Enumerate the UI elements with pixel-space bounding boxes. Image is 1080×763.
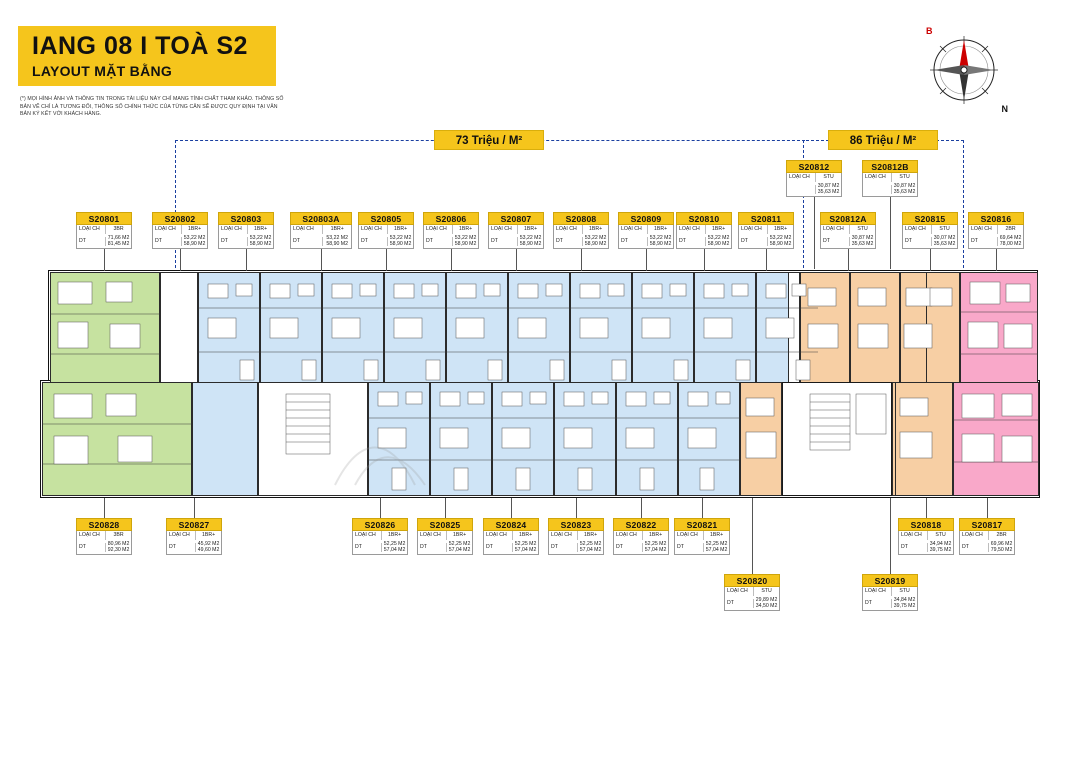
unit-area-key: DT — [167, 543, 196, 552]
unit-area-1: 53,22 M2 — [389, 234, 412, 241]
unit-type-value: 1BR+ — [710, 532, 724, 538]
leader-line — [814, 197, 815, 269]
unit-type-value: 1BR+ — [254, 226, 268, 232]
floorplan-drawing — [40, 268, 1040, 498]
unit-area-key: DT — [291, 237, 323, 246]
leader-line — [890, 197, 891, 269]
unit-tag-S20801[interactable] — [76, 212, 132, 249]
unit-tag-S20820[interactable] — [724, 574, 780, 611]
unit-type-value: STU — [899, 588, 910, 594]
unit-area-2: 58,90 M2 — [649, 241, 672, 247]
unit-type-value: 1BR+ — [524, 226, 538, 232]
leader-line — [104, 498, 105, 518]
unit-code: S20812 — [786, 160, 842, 173]
leader-line — [926, 498, 927, 518]
unit-tag-S20802[interactable] — [152, 212, 208, 249]
unit-tag-S20819[interactable] — [862, 574, 918, 611]
title-block — [18, 26, 276, 86]
unit-area-2: 35,63 M2 — [851, 241, 874, 247]
unit-area-key: DT — [899, 543, 928, 552]
unit-area-1: 30,87 M2 — [817, 182, 840, 189]
unit-tag-S20803A[interactable] — [290, 212, 352, 249]
unit-area-key — [787, 185, 816, 194]
unit-code: S20807 — [488, 212, 544, 225]
leader-line — [180, 249, 181, 271]
unit-area-2: 58,90 M2 — [326, 241, 349, 247]
unit-area-2: 39,75 M2 — [893, 603, 916, 609]
unit-tag-S20803[interactable] — [218, 212, 274, 249]
unit-type-value: 2BR — [996, 532, 1007, 538]
leader-line — [386, 249, 387, 271]
unit-type-key: LOẠI CH — [725, 587, 754, 596]
unit-area-1: 53,22 M2 — [454, 234, 477, 241]
unit-code: S20802 — [152, 212, 208, 225]
unit-code: S20801 — [76, 212, 132, 225]
unit-area-key: DT — [77, 237, 106, 246]
unit-area-2: 58,90 M2 — [249, 241, 272, 247]
unit-type-key: LOẠI CH — [167, 531, 196, 540]
unit-area-2: 58,90 M2 — [454, 241, 477, 247]
leader-line — [511, 498, 512, 518]
unit-tag-S20818[interactable] — [898, 518, 954, 555]
unit-type-value: STU — [857, 226, 868, 232]
unit-tag-S20808[interactable] — [553, 212, 609, 249]
unit-code: S20805 — [358, 212, 414, 225]
unit-type-key: LOẠI CH — [969, 225, 998, 234]
unit-area-1: 52,25 M2 — [644, 540, 667, 547]
unit-type-key: LOẠI CH — [619, 225, 648, 234]
unit-type-value: STU — [823, 174, 834, 180]
unit-type-value: STU — [939, 226, 950, 232]
unit-type-key: LOẠI CH — [219, 225, 248, 234]
leader-line — [646, 249, 647, 271]
unit-area-1: 53,22 M2 — [707, 234, 730, 241]
leader-line — [576, 498, 577, 518]
leader-line — [987, 498, 988, 518]
unit-code: S20823 — [548, 518, 604, 531]
unit-area-1: 52,25 M2 — [514, 540, 537, 547]
unit-type-key: LOẠI CH — [291, 225, 323, 234]
unit-type-value: 1BR+ — [584, 532, 598, 538]
unit-code: S20803A — [290, 212, 352, 225]
unit-type-value: 1BR+ — [453, 532, 467, 538]
unit-area-1: 34,84 M2 — [893, 596, 916, 603]
leader-line — [766, 249, 767, 271]
unit-type-value: STU — [935, 532, 946, 538]
unit-area-2: 57,04 M2 — [579, 547, 602, 553]
unit-area-2: 57,04 M2 — [514, 547, 537, 553]
unit-area-key: DT — [219, 237, 248, 246]
unit-area-key: DT — [903, 237, 932, 246]
unit-code: S20803 — [218, 212, 274, 225]
unit-code: S20809 — [618, 212, 674, 225]
unit-tag-S20809[interactable] — [618, 212, 674, 249]
unit-type-value: 1BR+ — [459, 226, 473, 232]
unit-area-key: DT — [675, 543, 704, 552]
unit-area-key: DT — [549, 543, 578, 552]
unit-type-value: 1BR+ — [589, 226, 603, 232]
unit-type-value: 1BR+ — [654, 226, 668, 232]
unit-type-value: 2BR — [1005, 226, 1016, 232]
unit-type-key: LOẠI CH — [153, 225, 182, 234]
unit-type-key: LOẠI CH — [484, 531, 513, 540]
unit-code: S20810 — [676, 212, 732, 225]
unit-area-2: 58,90 M2 — [584, 241, 607, 247]
unit-code: S20818 — [898, 518, 954, 531]
unit-tag-S20821[interactable] — [674, 518, 730, 555]
unit-type-key: LOẠI CH — [675, 531, 704, 540]
unit-type-key: LOẠI CH — [549, 531, 578, 540]
unit-area-1: 53,22 M2 — [584, 234, 607, 241]
unit-type-value: 1BR+ — [388, 532, 402, 538]
unit-area-2: 57,04 M2 — [383, 547, 406, 553]
unit-type-value: 1BR+ — [394, 226, 408, 232]
leader-line — [641, 498, 642, 518]
unit-tag-S20815[interactable] — [902, 212, 958, 249]
leader-line — [704, 249, 705, 271]
unit-type-value: 1BR+ — [774, 226, 788, 232]
unit-area-2: 81,45 M2 — [107, 241, 130, 247]
unit-type-key: LOẠI CH — [353, 531, 382, 540]
unit-type-key: LOẠI CH — [77, 225, 106, 234]
leader-line — [321, 249, 322, 271]
price-guide-drop-right — [963, 140, 964, 268]
unit-area-1: 52,25 M2 — [579, 540, 602, 547]
unit-code: S20824 — [483, 518, 539, 531]
page-subtitle: LAYOUT MẶT BẰNG — [32, 62, 173, 79]
unit-tag-S20812[interactable] — [786, 160, 842, 197]
unit-tag-S20824[interactable] — [483, 518, 539, 555]
unit-type-value: 1BR+ — [519, 532, 533, 538]
unit-code: S20815 — [902, 212, 958, 225]
unit-tag-S20817[interactable] — [959, 518, 1015, 555]
unit-area-key: DT — [614, 543, 643, 552]
unit-area-2: 58,90 M2 — [389, 241, 412, 247]
unit-code: S20819 — [862, 574, 918, 587]
unit-type-value: 1BR+ — [649, 532, 663, 538]
leader-line — [445, 498, 446, 518]
unit-type-key: LOẠI CH — [614, 531, 643, 540]
unit-area-key: DT — [960, 543, 989, 552]
unit-area-2: 57,04 M2 — [448, 547, 471, 553]
unit-tag-S20806[interactable] — [423, 212, 479, 249]
leader-line — [930, 249, 931, 271]
leader-line — [996, 249, 997, 271]
unit-area-2: 49,60 M2 — [197, 547, 220, 553]
unit-area-1: 69,96 M2 — [990, 540, 1013, 547]
unit-area-2: 78,00 M2 — [999, 241, 1022, 247]
unit-area-1: 53,22 M2 — [249, 234, 272, 241]
disclaimer-text: (*) MỌI HÌNH ẢNH VÀ THÔNG TIN TRONG TÀI LIỆU NÀY CHỈ MANG TÍNH CHẤT THAM KHẢO. THÔNG SỐ BẢN VẼ CHỈ LÀ TƯƠNG ĐỐI, THÔNG SỐ CHÍNH THỨC CỦA TỪNG CĂN SẼ ĐƯỢC QUY ĐỊNH TẠI VĂN BẢN KÝ KẾT VỚI KHÁCH HÀNG. — [20, 96, 284, 118]
leader-line — [890, 498, 891, 574]
unit-tag-S20811[interactable] — [738, 212, 794, 249]
unit-area-2: 58,90 M2 — [183, 241, 206, 247]
unit-type-key: LOẠI CH — [739, 225, 768, 234]
unit-area-key: DT — [677, 237, 706, 246]
price-banner-86: 86 Triệu / M² — [828, 130, 938, 150]
unit-area-1: 53,22 M2 — [326, 234, 349, 241]
unit-area-1: 30,87 M2 — [893, 182, 916, 189]
unit-code: S20812B — [862, 160, 918, 173]
unit-type-value: STU — [761, 588, 772, 594]
leader-line — [581, 249, 582, 271]
compass-icon — [922, 28, 1006, 112]
unit-area-1: 30,07 M2 — [933, 234, 956, 241]
unit-type-key: LOẠI CH — [899, 531, 928, 540]
unit-area-1: 34,94 M2 — [929, 540, 952, 547]
unit-area-key: DT — [969, 237, 998, 246]
unit-area-key: DT — [739, 237, 768, 246]
unit-type-value: STU — [899, 174, 910, 180]
price-banner-73: 73 Triệu / M² — [434, 130, 544, 150]
unit-area-key: DT — [554, 237, 583, 246]
unit-tag-S20822[interactable] — [613, 518, 669, 555]
floorplan-detail-overlay — [40, 268, 1040, 498]
unit-code: S20825 — [417, 518, 473, 531]
unit-area-1: 52,25 M2 — [705, 540, 728, 547]
leader-line — [194, 498, 195, 518]
unit-tag-S20827[interactable] — [166, 518, 222, 555]
unit-area-2: 57,04 M2 — [644, 547, 667, 553]
unit-area-1: 30,87 M2 — [851, 234, 874, 241]
unit-tag-S20825[interactable] — [417, 518, 473, 555]
unit-area-2: 35,63 M2 — [933, 241, 956, 247]
unit-area-1: 45,92 M2 — [197, 540, 220, 547]
unit-code: S20826 — [352, 518, 408, 531]
unit-type-value: 1BR+ — [330, 226, 344, 232]
unit-type-key: LOẠI CH — [787, 173, 816, 182]
unit-area-key: DT — [619, 237, 648, 246]
unit-area-key: DT — [153, 237, 182, 246]
unit-area-2: 34,50 M2 — [755, 603, 778, 609]
unit-area-2: 35,63 M2 — [893, 189, 916, 195]
unit-type-value: 1BR+ — [712, 226, 726, 232]
unit-code: S20806 — [423, 212, 479, 225]
unit-area-key: DT — [489, 237, 518, 246]
unit-type-key: LOẠI CH — [677, 225, 706, 234]
leader-line — [516, 249, 517, 271]
unit-tag-S20810[interactable] — [676, 212, 732, 249]
unit-area-2: 92,30 M2 — [107, 547, 130, 553]
unit-code: S20816 — [968, 212, 1024, 225]
unit-area-key — [863, 185, 892, 194]
unit-area-key: DT — [863, 599, 892, 608]
unit-area-key: DT — [353, 543, 382, 552]
unit-area-key: DT — [821, 237, 850, 246]
unit-area-2: 79,50 M2 — [990, 547, 1013, 553]
unit-area-key: DT — [359, 237, 388, 246]
unit-area-1: 53,22 M2 — [183, 234, 206, 241]
leader-line — [380, 498, 381, 518]
unit-area-2: 39,75 M2 — [929, 547, 952, 553]
leader-line — [752, 498, 753, 574]
unit-type-key: LOẠI CH — [903, 225, 932, 234]
unit-tag-S20807[interactable] — [488, 212, 544, 249]
leader-line — [451, 249, 452, 271]
unit-code: S20828 — [76, 518, 132, 531]
unit-code: S20827 — [166, 518, 222, 531]
unit-area-key: DT — [418, 543, 447, 552]
unit-type-key: LOẠI CH — [863, 587, 892, 596]
unit-type-value: 1BR+ — [188, 226, 202, 232]
unit-area-1: 80,96 M2 — [107, 540, 130, 547]
page-title: IANG 08 I TOÀ S2 — [32, 32, 248, 61]
unit-type-key: LOẠI CH — [554, 225, 583, 234]
unit-area-key: DT — [484, 543, 513, 552]
unit-area-1: 29,89 M2 — [755, 596, 778, 603]
leader-line — [104, 249, 105, 271]
unit-type-key: LOẠI CH — [77, 531, 106, 540]
unit-type-key: LOẠI CH — [418, 531, 447, 540]
unit-type-key: LOẠI CH — [424, 225, 453, 234]
unit-area-1: 69,64 M2 — [999, 234, 1022, 241]
leader-line — [848, 249, 849, 271]
unit-type-value: 1BR+ — [202, 532, 216, 538]
unit-area-1: 53,22 M2 — [519, 234, 542, 241]
unit-area-1: 53,22 M2 — [649, 234, 672, 241]
unit-tag-S20826[interactable] — [352, 518, 408, 555]
unit-area-1: 52,25 M2 — [448, 540, 471, 547]
unit-area-2: 58,90 M2 — [707, 241, 730, 247]
unit-area-1: 71,66 M2 — [107, 234, 130, 241]
unit-type-key: LOẠI CH — [863, 173, 892, 182]
compass-label-north: B — [926, 26, 933, 36]
unit-code: S20821 — [674, 518, 730, 531]
unit-area-2: 58,90 M2 — [519, 241, 542, 247]
watermark-logo — [330, 430, 450, 490]
unit-area-2: 58,90 M2 — [769, 241, 792, 247]
unit-code: S20822 — [613, 518, 669, 531]
unit-area-1: 52,25 M2 — [383, 540, 406, 547]
unit-tag-S20805[interactable] — [358, 212, 414, 249]
unit-tag-S20823[interactable] — [548, 518, 604, 555]
unit-type-key: LOẠI CH — [489, 225, 518, 234]
unit-code: S20811 — [738, 212, 794, 225]
unit-area-1: 53,22 M2 — [769, 234, 792, 241]
unit-code: S20812A — [820, 212, 876, 225]
compass-label-south: N — [1001, 104, 1008, 114]
compass-rose — [922, 28, 1006, 112]
unit-area-key: DT — [725, 599, 754, 608]
unit-code: S20817 — [959, 518, 1015, 531]
leader-line — [246, 249, 247, 271]
unit-type-key: LOẠI CH — [821, 225, 850, 234]
unit-area-2: 57,04 M2 — [705, 547, 728, 553]
unit-type-value: 3BR — [113, 226, 124, 232]
unit-area-2: 35,63 M2 — [817, 189, 840, 195]
unit-tag-S20816[interactable] — [968, 212, 1024, 249]
unit-area-key: DT — [424, 237, 453, 246]
unit-tag-S20812B[interactable] — [862, 160, 918, 197]
unit-tag-S20812A[interactable] — [820, 212, 876, 249]
unit-code: S20808 — [553, 212, 609, 225]
leader-line — [702, 498, 703, 518]
unit-type-key: LOẠI CH — [359, 225, 388, 234]
unit-tag-S20828[interactable] — [76, 518, 132, 555]
unit-type-value: 3BR — [113, 532, 124, 538]
unit-type-key: LOẠI CH — [960, 531, 989, 540]
unit-area-key: DT — [77, 543, 106, 552]
unit-code: S20820 — [724, 574, 780, 587]
